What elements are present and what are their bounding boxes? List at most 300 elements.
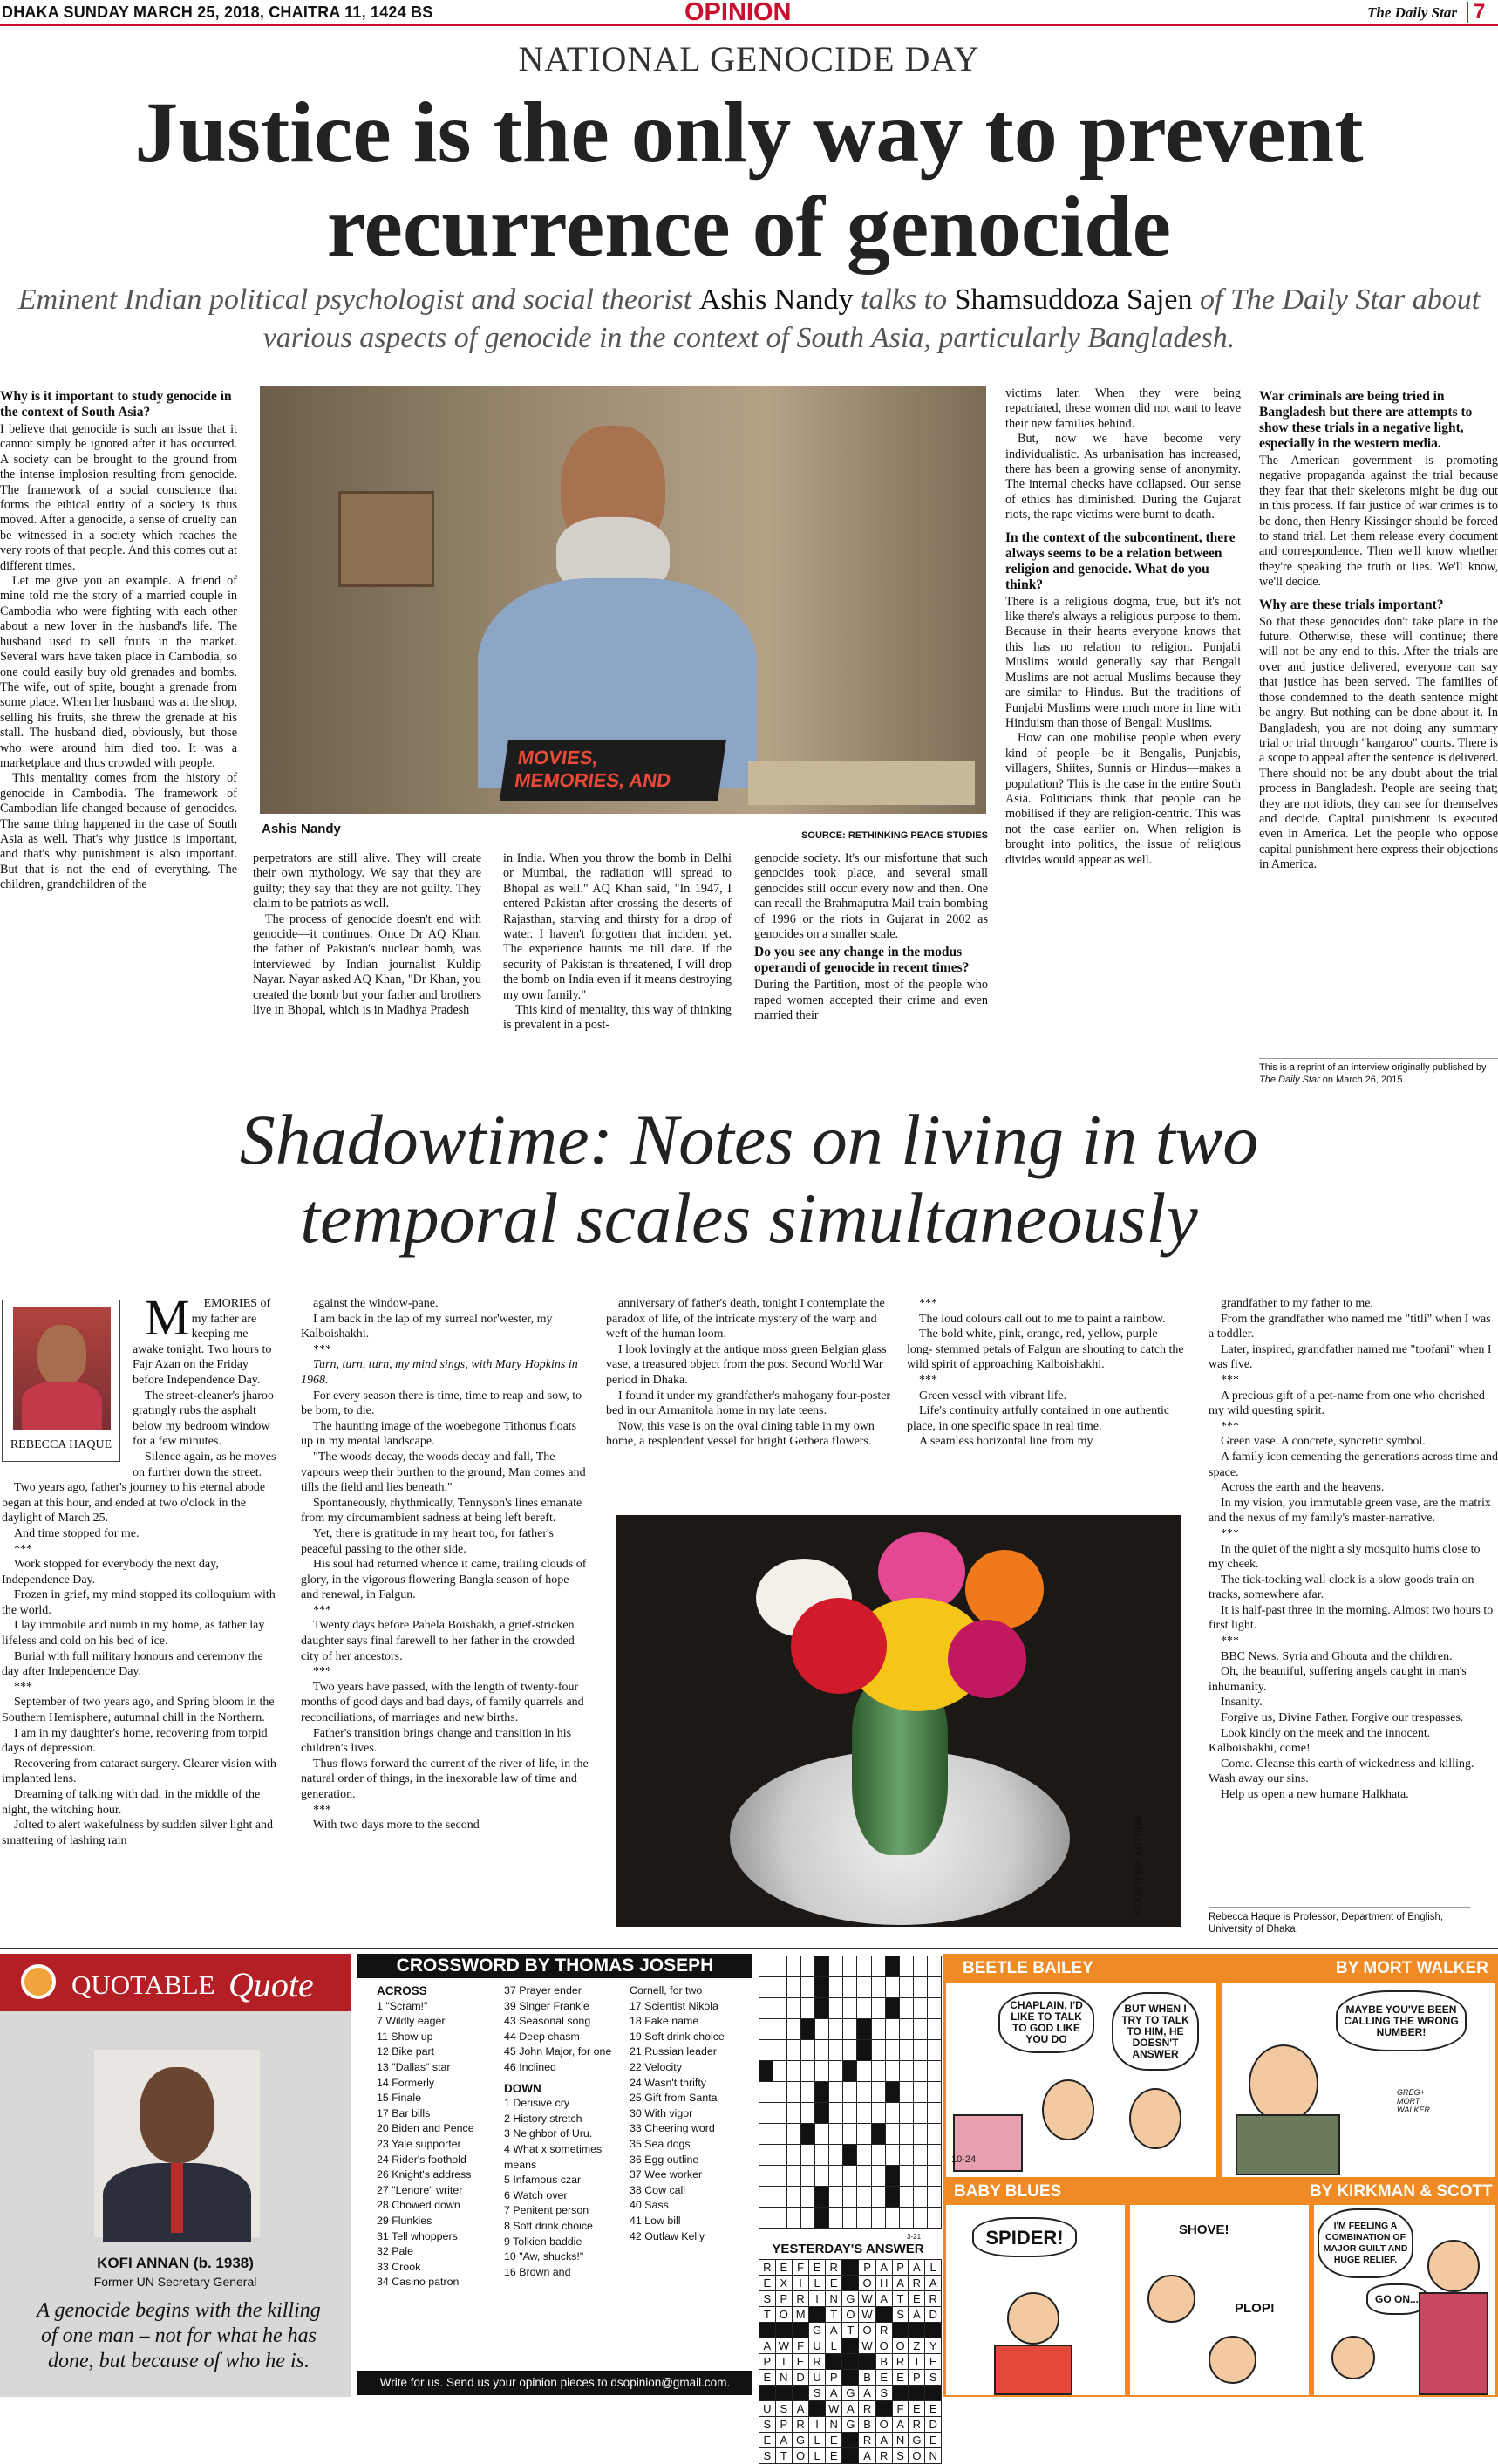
grid-cell[interactable] (815, 2145, 829, 2166)
answer-cell: O (875, 2338, 892, 2354)
answer-cell: A (842, 2401, 859, 2417)
beetle-panel-2: MAYBE YOU'VE BEEN CALLING THE WRONG NUMBER! GREG+ MORT WALKER (1222, 1983, 1495, 2177)
grid-cell[interactable] (787, 2145, 801, 2166)
grid-cell[interactable] (857, 2082, 871, 2103)
clue: 13 "Dallas" star (377, 2060, 451, 2073)
answer-cell: D (925, 2307, 942, 2323)
author-name: REBECCA HAQUE (10, 1438, 112, 1451)
grid-cell[interactable] (787, 2166, 801, 2187)
grid-cell[interactable] (885, 1998, 899, 2019)
answer-cell: W (859, 2307, 875, 2323)
clue: 41 Low bill (630, 2214, 681, 2227)
grid-cell[interactable] (913, 2061, 927, 2082)
answer-cell: R (909, 2276, 925, 2291)
grid-cell[interactable] (829, 1998, 843, 2019)
grid-cell[interactable] (759, 2166, 773, 2187)
grid-cell[interactable] (787, 1956, 801, 1977)
clue: 46 Inclined (504, 2060, 556, 2073)
grid-cell[interactable] (787, 2103, 801, 2124)
clue: 42 Outlaw Kelly (630, 2229, 705, 2242)
clue: 11 Show up (377, 2030, 433, 2043)
clue: 21 Russian leader (630, 2045, 717, 2058)
grid-cell[interactable] (801, 2040, 815, 2061)
clue: 19 Soft drink choice (630, 2030, 725, 2043)
across-clues-2 (504, 1983, 621, 2076)
flower-red (791, 1598, 887, 1694)
answer-cell: T (825, 2307, 841, 2323)
grid-cell[interactable] (759, 2082, 773, 2103)
grid-cell[interactable] (815, 2166, 829, 2187)
grid-cell[interactable] (773, 2187, 787, 2208)
grid-cell[interactable] (773, 2124, 787, 2145)
grid-cell[interactable] (885, 1956, 899, 1977)
grid-cell[interactable] (759, 2187, 773, 2208)
grid-cell[interactable] (787, 2040, 801, 2061)
grid-cell[interactable] (759, 2019, 773, 2040)
grid-cell[interactable] (759, 1977, 773, 1998)
grid-cell[interactable] (773, 2082, 787, 2103)
grid-cell[interactable] (899, 2040, 913, 2061)
answer-cell: L (825, 2338, 841, 2354)
answer-cell: S (925, 2370, 942, 2386)
answer-cell: R (892, 2354, 909, 2370)
kicker: NATIONAL GENOCIDE DAY (518, 39, 980, 78)
grid-cell[interactable] (759, 1998, 773, 2019)
page-number: 7 (1474, 0, 1486, 24)
grid-cell[interactable] (829, 2124, 843, 2145)
grid-cell[interactable] (899, 1956, 913, 1977)
clue: 6 Watch over (504, 2188, 568, 2201)
grid-cell[interactable] (871, 2145, 885, 2166)
grid-cell[interactable] (927, 2019, 941, 2040)
grid-cell[interactable] (843, 2166, 857, 2187)
answer-cell: A (875, 2260, 892, 2276)
grid-cell[interactable] (857, 2040, 871, 2061)
paper-logo: The Daily Star (1367, 4, 1457, 21)
answer-cell: B (859, 2370, 875, 2386)
answer-cell: S (775, 2401, 792, 2417)
grid-cell[interactable] (871, 2061, 885, 2082)
answer-cell: R (825, 2260, 841, 2276)
grid-cell[interactable] (801, 1956, 815, 1977)
clue: 5 Infamous czar (504, 2174, 582, 2187)
clue: 31 Tell whoppers (377, 2229, 458, 2242)
answer-cell: A (909, 2260, 925, 2276)
answer-cell: E (909, 2291, 925, 2307)
answer-cell: A (892, 2276, 909, 2291)
grid-cell[interactable] (913, 1998, 927, 2019)
grid-cell[interactable] (843, 2145, 857, 2166)
grid-cell[interactable] (829, 2187, 843, 2208)
grid-cell[interactable] (773, 2145, 787, 2166)
grid-cell[interactable] (773, 1977, 787, 1998)
answer-cell: G (909, 2433, 925, 2448)
crossword-date: 3-21 (907, 2233, 922, 2241)
grid-cell[interactable] (885, 2061, 899, 2082)
answer-cell: O (892, 2338, 909, 2354)
reprint-note: This is a reprint of an interview originally published by The Daily Star on March 26, 2015. (1259, 1058, 1498, 1086)
clue: 20 Biden and Pence (377, 2122, 474, 2135)
grid-cell[interactable] (773, 2019, 787, 2040)
answer-cell: L (809, 2448, 826, 2464)
grid-cell[interactable] (829, 2019, 843, 2040)
answer-cell: F (793, 2260, 809, 2276)
grid-cell[interactable] (759, 1956, 773, 1977)
grid-cell[interactable] (815, 2040, 829, 2061)
clue: 1 "Scram!" (377, 1999, 428, 2012)
grid-cell[interactable] (927, 1998, 941, 2019)
grid-cell[interactable] (787, 1998, 801, 2019)
grid-cell[interactable] (927, 2082, 941, 2103)
a2-column-4: *** The loud colours call out to me to paint a rainbow. The bold white, pink, orange, red, yellow, purple long- stemmed petals of Falgun are shouting to catch the wild spirit of approaching Kalboishakhi. *** Green vessel with vibrant life. Life's continuity artfully contained in one authentic place, in one specific space in real time. A seamless horizontal line from my (907, 1297, 1184, 1449)
beetle-panel-1: CHAPLAIN, I'D LIKE TO TALK TO GOD LIKE YOU DO BUT WHEN I TRY TO TALK TO HIM, HE DOESN'T ANSWER 10-24 (946, 1983, 1216, 2177)
quote-photo (94, 2050, 260, 2237)
grid-cell[interactable] (871, 1956, 885, 1977)
baby-panel-2: SHOVE! PLOP! (1130, 2205, 1309, 2395)
grid-cell[interactable] (815, 2061, 829, 2082)
grid-cell[interactable] (773, 2166, 787, 2187)
answer-cell: R (875, 2448, 892, 2464)
grid-cell[interactable] (787, 2019, 801, 2040)
grid-cell[interactable] (913, 2187, 927, 2208)
grid-cell[interactable] (899, 1998, 913, 2019)
answer-cell: E (925, 2354, 942, 2370)
grid-cell[interactable] (787, 2208, 801, 2229)
answer-cell: U (809, 2338, 826, 2354)
grid-cell[interactable] (885, 2166, 899, 2187)
grid-cell[interactable] (829, 2208, 843, 2229)
grid-cell[interactable] (899, 2166, 913, 2187)
grid-cell[interactable] (843, 2019, 857, 2040)
photo-caption: Ashis Nandy (262, 822, 341, 836)
answer-cell: E (925, 2433, 942, 2448)
grid-cell[interactable] (815, 2187, 829, 2208)
grid-cell[interactable] (857, 1977, 871, 1998)
answer-cell: S (759, 2417, 776, 2433)
clue: 8 Soft drink choice (504, 2219, 593, 2232)
grid-cell[interactable] (801, 2082, 815, 2103)
grid-cell[interactable] (857, 2103, 871, 2124)
grid-cell[interactable] (857, 2019, 871, 2040)
answer-cell: A (775, 2433, 792, 2448)
grid-cell[interactable] (829, 2145, 843, 2166)
clue: 30 With vigor (630, 2106, 693, 2119)
grid-cell[interactable] (787, 1977, 801, 1998)
grid-cell[interactable] (885, 2208, 899, 2229)
grid-cell[interactable] (857, 1956, 871, 1977)
clue: 37 Prayer ender (504, 1984, 582, 1996)
answer-cell: A (793, 2401, 809, 2417)
grid-cell[interactable] (871, 2187, 885, 2208)
answer-cell (842, 2433, 859, 2448)
grid-cell[interactable] (913, 2082, 927, 2103)
answer-cell: T (759, 2307, 776, 2323)
grid-cell[interactable] (927, 1956, 941, 1977)
flower-orange (965, 1550, 1044, 1628)
grid-cell[interactable] (843, 2061, 857, 2082)
answer-cell: E (925, 2401, 942, 2417)
deck: Eminent Indian political psychologist and social theorist Ashis Nandy talks to Shamsuddoza Sajen of The Daily Star about various aspects of genocide in the context of South Asia, particularly Bangladesh. (17, 283, 1481, 354)
grid-cell[interactable] (899, 2208, 913, 2229)
clue: 1 Derisive cry (504, 2097, 570, 2110)
grid-cell[interactable] (815, 2019, 829, 2040)
grid-cell[interactable] (857, 2145, 871, 2166)
answer-cell: A (859, 2448, 875, 2464)
clue: 36 Egg outline (630, 2153, 699, 2166)
answer-cell: D (925, 2417, 942, 2433)
person-figure (469, 404, 757, 788)
answer-cell: E (875, 2370, 892, 2386)
grid-cell[interactable] (927, 2061, 941, 2082)
grid-cell[interactable] (927, 2187, 941, 2208)
grid-cell[interactable] (773, 2061, 787, 2082)
grid-cell[interactable] (773, 2208, 787, 2229)
clue: 17 Scientist Nikola (630, 1999, 718, 2012)
grid-cell[interactable] (801, 1998, 815, 2019)
grid-cell[interactable] (857, 2166, 871, 2187)
grid-cell[interactable] (927, 2145, 941, 2166)
grid-cell[interactable] (927, 1977, 941, 1998)
down-clues-2 (630, 1983, 752, 2244)
grid-cell[interactable] (927, 2103, 941, 2124)
grid-cell[interactable] (885, 2124, 899, 2145)
answer-cell: L (809, 2433, 826, 2448)
grid-cell[interactable] (913, 2124, 927, 2145)
grid-cell[interactable] (759, 2040, 773, 2061)
grid-cell[interactable] (913, 1956, 927, 1977)
grid-cell[interactable] (871, 1998, 885, 2019)
grid-cell[interactable] (801, 1977, 815, 1998)
clue: 33 Cheering word (630, 2122, 715, 2135)
grid-cell[interactable] (759, 2145, 773, 2166)
grid-cell[interactable] (871, 2166, 885, 2187)
clue: 39 Singer Frankie (504, 1999, 589, 2012)
grid-cell[interactable] (829, 1977, 843, 1998)
answer-cell: P (825, 2370, 841, 2386)
answer-cell: N (925, 2448, 942, 2464)
grid-cell[interactable] (871, 2124, 885, 2145)
grid-cell[interactable] (843, 1998, 857, 2019)
clue: 44 Deep chasm (504, 2030, 580, 2043)
a1-column-4: genocide society. It's our misfortune that such genocides took place, and several small genocides still occur every now and then. One can recall the Brahmaputra Mail train bombing of 1996 or the riots in Gujarat in 2002 as genocides on a smaller scale. Do you see any change in the modus operandi of genocide in recent times? During the Partition, most of the people who raped women accepted their crime and even married their (754, 851, 988, 1023)
answer-cell: W (859, 2338, 875, 2354)
grid-cell[interactable] (857, 1998, 871, 2019)
grid-cell[interactable] (857, 2124, 871, 2145)
clue: 29 Flunkies (377, 2214, 432, 2227)
grid-cell[interactable] (815, 1998, 829, 2019)
grid-cell[interactable] (759, 2061, 773, 2082)
answer-cell: E (825, 2433, 841, 2448)
grid-cell[interactable] (843, 1956, 857, 1977)
grid-cell[interactable] (913, 2040, 927, 2061)
answer-cell: P (759, 2354, 776, 2370)
grid-cell[interactable] (913, 2103, 927, 2124)
grid-cell[interactable] (773, 1998, 787, 2019)
grid-cell[interactable] (815, 1977, 829, 1998)
grid-cell[interactable] (773, 2103, 787, 2124)
grid-cell[interactable] (843, 1977, 857, 1998)
grid-cell[interactable] (899, 2082, 913, 2103)
grid-cell[interactable] (843, 2208, 857, 2229)
grid-cell[interactable] (815, 1956, 829, 1977)
quote-box (0, 1954, 351, 2397)
grid-cell[interactable] (787, 2082, 801, 2103)
answer-cell: F (793, 2338, 809, 2354)
clue: 23 Yale supporter (377, 2137, 461, 2150)
answer-cell: R (809, 2354, 826, 2370)
grid-cell[interactable] (759, 2124, 773, 2145)
grid-cell[interactable] (801, 2145, 815, 2166)
grid-cell[interactable] (899, 2187, 913, 2208)
clue: 26 Knight's address (377, 2168, 472, 2181)
answer-cell (909, 2323, 925, 2338)
a1-column-1: Why is it important to study genocide in the context of South Asia? I believe that genocide is such an issue that it cannot simply be ignored after it has occurred. A society can be brought to the ground from the intense implosion resulting from genocide. The framework of a social conscience that forms the ethical entity of a society is thus moved. After a genocide, a sense of cruelty can be witnessed in a society which reaches the very roots of that people. And this comes out at different times. Let me give you an example. A friend of mine told me the story of a married couple in Cambodia who were fighting with each other about a new lover in the husband's life. The husband used to sell fruits in the market. Several wars have taken place in Cambodia, so one could easily buy old grenades and bombs. The wife, out of spite, bought a grenade from some place. When her husband was at the shop, selling his fruits, she threw the grenade at his stall. The husband died, obviously, but those who were around him died too. It was a marketplace and thus crowded with people. This mentality comes from the history of genocide in Cambodia. The framework of Cambodian life changed because of genocides. The same thing happened in the case of South Asia as well. That's why justice is important, and that's why punishment is also important. But that is not the end of everything. The children, grandchildren of the (0, 389, 237, 892)
answer-cell: F (892, 2401, 909, 2417)
clue: 43 Seasonal song (504, 2015, 591, 2028)
answer-cell: P (775, 2417, 792, 2433)
answer-cell: R (925, 2291, 942, 2307)
grid-cell[interactable] (927, 2124, 941, 2145)
answer-cell (842, 2354, 859, 2370)
clue: 18 Fake name (630, 2015, 699, 2028)
grid-cell[interactable] (843, 2124, 857, 2145)
grid-cell[interactable] (801, 2208, 815, 2229)
answer-cell (859, 2354, 875, 2370)
grid-cell[interactable] (913, 2208, 927, 2229)
grid-cell[interactable] (829, 2040, 843, 2061)
across-clues (377, 1999, 499, 2290)
grid-cell[interactable] (787, 2061, 801, 2082)
crossword-grid[interactable] (759, 1956, 942, 2229)
grid-cell[interactable] (913, 2166, 927, 2187)
grid-cell[interactable] (913, 2145, 927, 2166)
grid-cell[interactable] (801, 2124, 815, 2145)
grid-cell[interactable] (871, 1977, 885, 1998)
a1-column-6: War criminals are being tried in Bangladesh but there are attempts to show these trials in a negative light, especially in the western media. The American government is promoting negative propaganda against the trial because they fear that their skeletons might be dug out in this process. If fair justice of war crimes is to be done, then Henry Kissinger should be forced to stand trial. Let them release every document and correspondence. Then we'll know whether they're speaking the truth or lies. We'll know, we'll decide. Why are these trials important? So that these genocides don't take place in the future. Otherwise, these will continue; there will not be any end to this. After the trials are over and justice delivered, everyone can say that justice has been served. The families of those condemned to the death sentence might be angry. But nothing can be done about it. In Bangladesh, you are not doing any summary trial or trial through "kangaroo" courts. There is a scope to appeal after the sentence is delivered. There should not be any doubt about the trial process in Bangladesh. People are seeing that; they are not idiots, they can see for themselves and decide. Capital punishment is executed even in America. Let the people who oppose capital punishment here express their objections in America. (1259, 389, 1498, 872)
interview-photo (260, 386, 986, 814)
answer-cell: O (859, 2276, 875, 2291)
grid-cell[interactable] (885, 2145, 899, 2166)
clue: 7 Wildly eager (377, 2015, 446, 2028)
grid-cell[interactable] (843, 2040, 857, 2061)
grid-cell[interactable] (829, 2166, 843, 2187)
grid-cell[interactable] (773, 1956, 787, 1977)
answer-cell: S (759, 2291, 776, 2307)
grid-cell[interactable] (885, 2103, 899, 2124)
answer-cell (809, 2401, 826, 2417)
a2-column-1: M EMORIES of my father are keeping me awake tonight. Two hours to Fajr Azan on the Friday before Independence Day. The street-cleaner's jharoo gratingly rubs the asphalt below my bedroom window for a few minutes. Silence again, as he moves on further down the street. Two years ago, father's journey to his eternal abode began at this hour, and ended at two o'clock in the daylight of March 25. And time stopped for me. *** Work stopped for everybody the next day, Independence Day. Frozen in grief, my mind stopped its colloquium with the world. I lay immobile and numb in my home, as father lay lifeless and cold on his bed of ice. Burial with full military honours and ceremony the day after Independence Day. *** September of two years ago, and Spring bloom in the Southern Hemisphere, autumnal chill in the Northern. I am in my daughter's home, recovering from torpid days of depression. Recovering from cataract surgery. Clearer vision with implanted lens. Dreaming of talking with dad, in the middle of the night, the witching hour. Jolted to alert wakefulness by sudden silver light and smattering of lashing rain (2, 1289, 276, 1847)
answer-cell: E (892, 2370, 909, 2386)
grid-cell[interactable] (899, 2124, 913, 2145)
grid-cell[interactable] (829, 2103, 843, 2124)
grid-cell[interactable] (801, 2061, 815, 2082)
answer-cell: A (875, 2291, 892, 2307)
clue: 34 Casino patron (377, 2276, 460, 2289)
answer-cell: R (793, 2417, 809, 2433)
baby-blues: BABY BLUES BY KIRKMAN & SCOTT SPIDER! SHOVE! PLOP! I'M FEELING A COMBINATION OF MAJOR GUILT AND HUGE RELIEF. GO ON... (943, 2179, 1498, 2397)
answer-cell: Z (909, 2338, 925, 2354)
grid-cell[interactable] (801, 2019, 815, 2040)
grid-cell[interactable] (829, 2061, 843, 2082)
grid-cell[interactable] (927, 2040, 941, 2061)
grid-cell[interactable] (885, 2082, 899, 2103)
answer-cell: X (775, 2276, 792, 2291)
grid-cell[interactable] (871, 2040, 885, 2061)
photo-credit: COURTESY: AUTHOR (1134, 1815, 1144, 1915)
answer-cell (925, 2386, 942, 2401)
grid-cell[interactable] (857, 2061, 871, 2082)
grid-cell[interactable] (913, 1977, 927, 1998)
answer-cell: A (859, 2386, 875, 2401)
grid-cell[interactable] (899, 2019, 913, 2040)
grid-cell[interactable] (815, 2082, 829, 2103)
clue: 7 Penitent person (504, 2204, 589, 2217)
answer-cell: I (793, 2276, 809, 2291)
answer-cell: T (775, 2448, 792, 2464)
answer-cell: A (875, 2433, 892, 2448)
grid-cell[interactable] (843, 2082, 857, 2103)
grid-cell[interactable] (773, 2040, 787, 2061)
answer-cell: E (793, 2354, 809, 2370)
grid-cell[interactable] (885, 1977, 899, 1998)
grid-cell[interactable] (829, 1956, 843, 1977)
grid-cell[interactable] (927, 2208, 941, 2229)
grid-cell[interactable] (857, 2187, 871, 2208)
beetle-bailey: BEETLE BAILEY BY MORT WALKER CHAPLAIN, I'D LIKE TO TALK TO GOD LIKE YOU DO BUT WHEN I TRY TO TALK TO HIM, HE DOESN'T ANSWER 10-24 MAYBE YOU'VE BEEN CALLING THE WRONG NUMBER! GREG+ MORT WALKER (943, 1954, 1498, 2179)
grid-cell[interactable] (871, 2019, 885, 2040)
grid-cell[interactable] (885, 2040, 899, 2061)
grid-cell[interactable] (927, 2166, 941, 2187)
clue: Cornell, for two (630, 1984, 703, 1996)
grid-cell[interactable] (787, 2124, 801, 2145)
grid-cell[interactable] (871, 2103, 885, 2124)
grid-cell[interactable] (829, 2082, 843, 2103)
grid-cell[interactable] (801, 2166, 815, 2187)
grid-cell[interactable] (899, 2061, 913, 2082)
grid-cell[interactable] (815, 2208, 829, 2229)
grid-cell[interactable] (857, 2208, 871, 2229)
grid-cell[interactable] (899, 1977, 913, 1998)
grid-cell[interactable] (815, 2103, 829, 2124)
answer-cell: P (892, 2260, 909, 2276)
grid-cell[interactable] (885, 2019, 899, 2040)
grid-cell[interactable] (759, 2103, 773, 2124)
grid-cell[interactable] (871, 2208, 885, 2229)
answer-cell (925, 2323, 942, 2338)
grid-cell[interactable] (899, 2145, 913, 2166)
answer-cell (842, 2338, 859, 2354)
a1-column-5: victims later. When they were being repatriated, these women did not want to leave their new families behind. But, now we have become very individualistic. As urbanisation has increased, there has been a growing sense of anonymity. The internal checks have collapsed. Our sense of ethics has diminished. During the Gujarat riots, the rape victims were burnt to death. In the context of the subcontinent, there always seems to be a relation between religion and genocide. What do you think? There is a religious dogma, true, but it's not like there's always a religious purpose to them. Because in their hearts everyone knows that this has no relation to religion. Punjabi Muslims would generally say that Bengali Muslims are not actual Muslims because they are similar to Hindus. But the traditions of Punjabi Muslims were much more in line with Hinduism than those of Bengali Muslims. How can one mobilise people when every kind of people—be it Bengalis, Punjabis, villagers, Shiites, Sunnis or Hindus—makes a population? This is the case in the entire South Asia. Politicians think that people can be mobilised if they are religion-centric. This was not the case earlier on. When religion is brought into politics, the issue of religious divides would appear as well. (1005, 386, 1241, 867)
answer-cell: B (875, 2354, 892, 2370)
quote-role: Former UN Secretary General (93, 2275, 257, 2289)
grid-cell[interactable] (899, 2103, 913, 2124)
grid-cell[interactable] (815, 2124, 829, 2145)
grid-cell[interactable] (787, 2187, 801, 2208)
grid-cell[interactable] (801, 2187, 815, 2208)
answer-cell (892, 2386, 909, 2401)
clue: 38 Cow call (630, 2183, 686, 2196)
grid-cell[interactable] (913, 2019, 927, 2040)
answer-cell: O (859, 2323, 875, 2338)
grid-cell[interactable] (871, 2082, 885, 2103)
grid-cell[interactable] (843, 2103, 857, 2124)
answer-cell: W (825, 2401, 841, 2417)
grid-cell[interactable] (759, 2208, 773, 2229)
grid-cell[interactable] (843, 2187, 857, 2208)
grid-cell[interactable] (885, 2187, 899, 2208)
grid-cell[interactable] (801, 2103, 815, 2124)
dropcap: M (145, 1289, 190, 1346)
